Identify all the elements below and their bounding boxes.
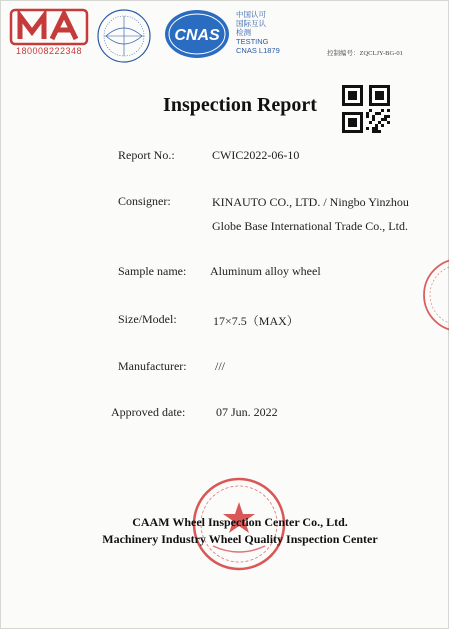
side-seal-stamp xyxy=(420,255,449,335)
cnas-line: 中国认可 xyxy=(236,10,266,19)
sample-name-label: Sample name: xyxy=(118,264,187,278)
size-model-value: 17×7.5（MAX） xyxy=(213,314,299,328)
sample-name-value: Aluminum alloy wheel xyxy=(210,264,321,278)
page-title: Inspection Report xyxy=(163,94,317,116)
cnas-line: TESTING xyxy=(236,37,269,46)
approved-date-value: 07 Jun. 2022 xyxy=(216,405,278,419)
report-no-label: Report No.: xyxy=(118,148,175,162)
cnas-line: 检测 xyxy=(236,28,251,37)
report-no-value: CWIC2022-06-10 xyxy=(212,148,300,162)
approved-date-label: Approved date: xyxy=(111,405,186,419)
issuer-name-line2: Machinery Industry Wheel Quality Inspection Center xyxy=(102,532,378,546)
issuer-name-line1: CAAM Wheel Inspection Center Co., Ltd. xyxy=(132,515,348,529)
size-model-label: Size/Model: xyxy=(118,312,177,326)
manufacturer-label: Manufacturer: xyxy=(118,359,187,373)
consigner-value-line1: KINAUTO CO., LTD. / Ningbo Yinzhou xyxy=(212,195,409,209)
manufacturer-value: /// xyxy=(215,359,226,373)
ma-number: 180008222348 xyxy=(15,46,83,56)
cnas-logo xyxy=(163,8,231,60)
control-number: 控制编号：ZQCLJY-BG-01 xyxy=(327,50,403,57)
cnas-line: CNAS L1879 xyxy=(236,46,280,55)
header-logos xyxy=(8,6,308,64)
consigner-value-line2: Globe Base International Trade Co., Ltd. xyxy=(212,219,408,233)
ma-logo xyxy=(8,6,90,64)
ilac-seal-logo xyxy=(96,8,152,64)
cnas-logo-text: CNAS xyxy=(174,27,220,44)
cnas-line: 国际互认 xyxy=(236,19,266,28)
qr-code xyxy=(342,85,390,133)
consigner-label: Consigner: xyxy=(118,194,171,208)
cnas-accreditation-text xyxy=(236,10,316,55)
